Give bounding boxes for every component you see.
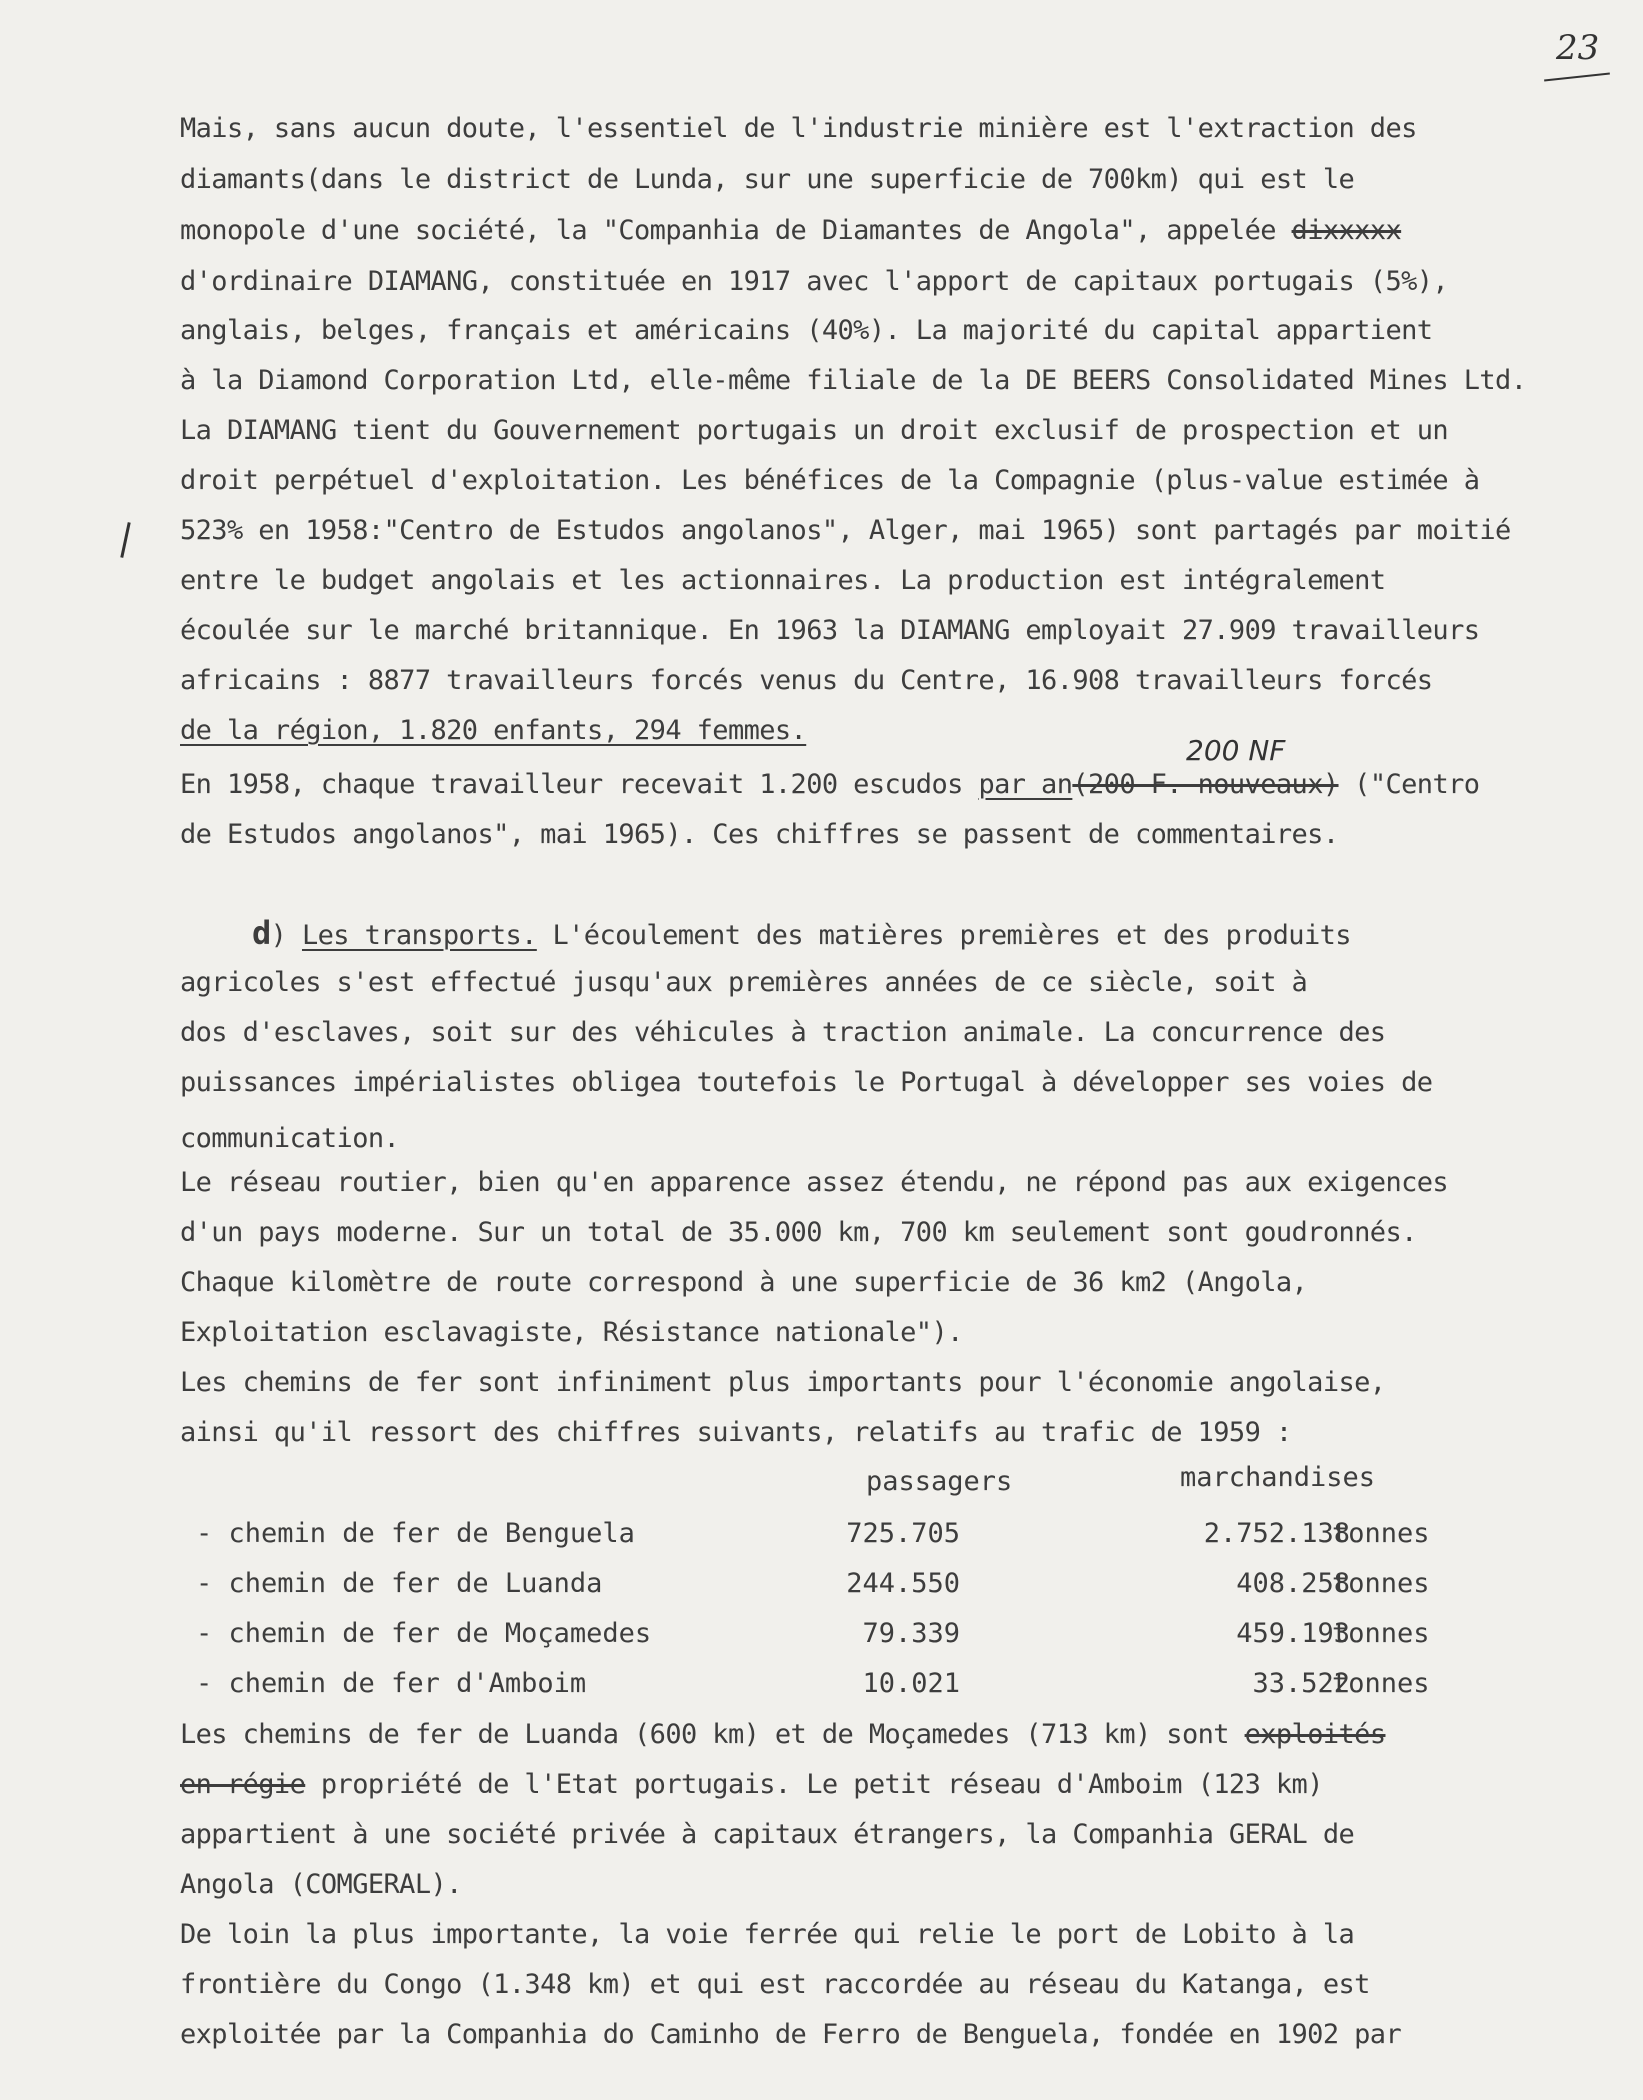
table-row xyxy=(196,1568,1496,1602)
handwritten-annotation: 200 NF xyxy=(1186,734,1286,767)
goods-unit: tonnes xyxy=(1332,1668,1430,1699)
railway-name: - chemin de fer de Benguela xyxy=(196,1518,635,1549)
text-line: ainsi qu'il ressort des chiffres suivants, relatifs au trafic de 1959 : xyxy=(180,1417,1292,1448)
text-line xyxy=(180,214,1620,248)
table-row xyxy=(196,1518,1496,1552)
text-line: puissances impérialistes obligea toutefois le Portugal à développer ses voies de xyxy=(180,1067,1433,1098)
passengers-value: 244.550 xyxy=(846,1568,960,1599)
text-line: entre le budget angolais et les actionnaires. La production est intégralement xyxy=(180,565,1386,596)
page-number: 23 xyxy=(1556,28,1600,68)
text-segment: L'écoulement des matières premières et des produits xyxy=(536,920,1351,951)
table-row xyxy=(196,1618,1496,1652)
text-line: 523% en 1958:"Centro de Estudos angolanos", Alger, mai 1965) sont partagés par moitié xyxy=(180,515,1511,546)
text-line: Les chemins de fer sont infiniment plus importants pour l'économie angolaise, xyxy=(180,1367,1386,1398)
railway-name: - chemin de fer de Luanda xyxy=(196,1568,603,1599)
section-title: Les transports. xyxy=(301,920,537,951)
passengers-value: 79.339 xyxy=(862,1618,960,1649)
text-line: diamants(dans le district de Lunda, sur une superficie de 700km) qui est le xyxy=(180,164,1355,195)
text-line: de la région, 1.820 enfants, 294 femmes. xyxy=(180,715,807,746)
text-line xyxy=(180,1718,1620,1752)
railway-name: - chemin de fer d'Amboim xyxy=(196,1668,587,1699)
text-line: droit perpétuel d'exploitation. Les bénéfices de la Compagnie (plus-value estimée à xyxy=(180,465,1480,496)
text-line: Mais, sans aucun doute, l'essentiel de l'industrie minière est l'extraction des xyxy=(180,113,1417,144)
text-line: Chaque kilomètre de route correspond à une superficie de 36 km2 (Angola, xyxy=(180,1267,1308,1298)
text-line: d'ordinaire DIAMANG, constituée en 1917 avec l'apport de capitaux portugais (5%), xyxy=(180,266,1449,297)
goods-value: 33.522 xyxy=(1252,1668,1350,1699)
passengers-value: 725.705 xyxy=(846,1518,960,1549)
text-line: communication. xyxy=(180,1123,400,1154)
text-segment: monopole d'une société, la "Companhia de Diamantes de Angola", appelée xyxy=(180,215,1276,246)
text-line: Le réseau routier, bien qu'en apparence assez étendu, ne répond pas aux exigences xyxy=(180,1167,1449,1198)
goods-unit: tonnes xyxy=(1332,1518,1430,1549)
text-line: d'un pays moderne. Sur un total de 35.000 km, 700 km seulement sont goudronnés. xyxy=(180,1217,1417,1248)
text-line: De loin la plus importante, la voie ferrée qui relie le port de Lobito à la xyxy=(180,1919,1355,1950)
text-line: écoulée sur le marché britannique. En 1963 la DIAMANG employait 27.909 travailleurs xyxy=(180,615,1480,646)
text-line: agricoles s'est effectué jusqu'aux premières années de ce siècle, soit à xyxy=(180,967,1308,998)
goods-value: 408.258 xyxy=(1236,1568,1350,1599)
text-line: La DIAMANG tient du Gouvernement portugais un droit exclusif de prospection et un xyxy=(180,415,1449,446)
goods-unit: tonnes xyxy=(1332,1618,1430,1649)
text-segment: Les chemins de fer de Luanda (600 km) et de Moçamedes (713 km) sont xyxy=(180,1719,1245,1750)
text-line: anglais, belges, français et américains (40%). La majorité du capital appartient xyxy=(180,315,1433,346)
text-line: appartient à une société privée à capitaux étrangers, la Companhia GERAL de xyxy=(180,1819,1355,1850)
text-line: frontière du Congo (1.348 km) et qui est raccordée au réseau du Katanga, est xyxy=(180,1969,1370,2000)
text-line: de Estudos angolanos", mai 1965). Ces chiffres se passent de commentaires. xyxy=(180,819,1339,850)
struck-text: en régie xyxy=(180,1769,306,1800)
page-number-underline xyxy=(1544,73,1610,82)
underlined-text: par an xyxy=(978,769,1073,800)
text-line: africains : 8877 travailleurs forcés venus du Centre, 16.908 travailleurs forcés xyxy=(180,665,1433,696)
text-line: à la Diamond Corporation Ltd, elle-même filiale de la DE BEERS Consolidated Mines Ltd. xyxy=(180,365,1527,396)
text-line: Exploitation esclavagiste, Résistance nationale"). xyxy=(180,1317,963,1348)
goods-value: 459.193 xyxy=(1236,1618,1350,1649)
railway-name: - chemin de fer de Moçamedes xyxy=(196,1618,652,1649)
text-line: exploitée par la Companhia do Caminho de Ferro de Benguela, fondée en 1902 par xyxy=(180,2019,1402,2050)
text-line: Angola (COMGERAL). xyxy=(180,1869,462,1900)
goods-value: 2.752.138 xyxy=(1203,1518,1350,1549)
section-heading-line: d) Les transports. L'écoulement des matières premières et des produits xyxy=(252,914,1351,952)
passengers-value: 10.021 xyxy=(862,1668,960,1699)
text-segment: propriété de l'Etat portugais. Le petit réseau d'Amboim (123 km) xyxy=(305,1769,1323,1800)
margin-mark xyxy=(120,522,130,558)
table-row xyxy=(196,1668,1496,1702)
text-line: dos d'esclaves, soit sur des véhicules à traction animale. La concurrence des xyxy=(180,1017,1386,1048)
column-header-goods: marchandises xyxy=(1180,1462,1376,1493)
struck-text: (200 F. nouveaux) xyxy=(1072,769,1339,800)
goods-unit: tonnes xyxy=(1332,1568,1430,1599)
struck-word: dixxxxx xyxy=(1291,215,1402,246)
text-line xyxy=(180,1768,1620,1802)
section-letter: d xyxy=(252,914,271,952)
text-line xyxy=(180,768,1620,802)
text-segment: En 1958, chaque travailleur recevait 1.200 escudos xyxy=(180,769,979,800)
text-segment: ("Centro xyxy=(1338,769,1480,800)
struck-text: exploités xyxy=(1244,1719,1386,1750)
column-header-passengers: passagers xyxy=(866,1466,1013,1497)
